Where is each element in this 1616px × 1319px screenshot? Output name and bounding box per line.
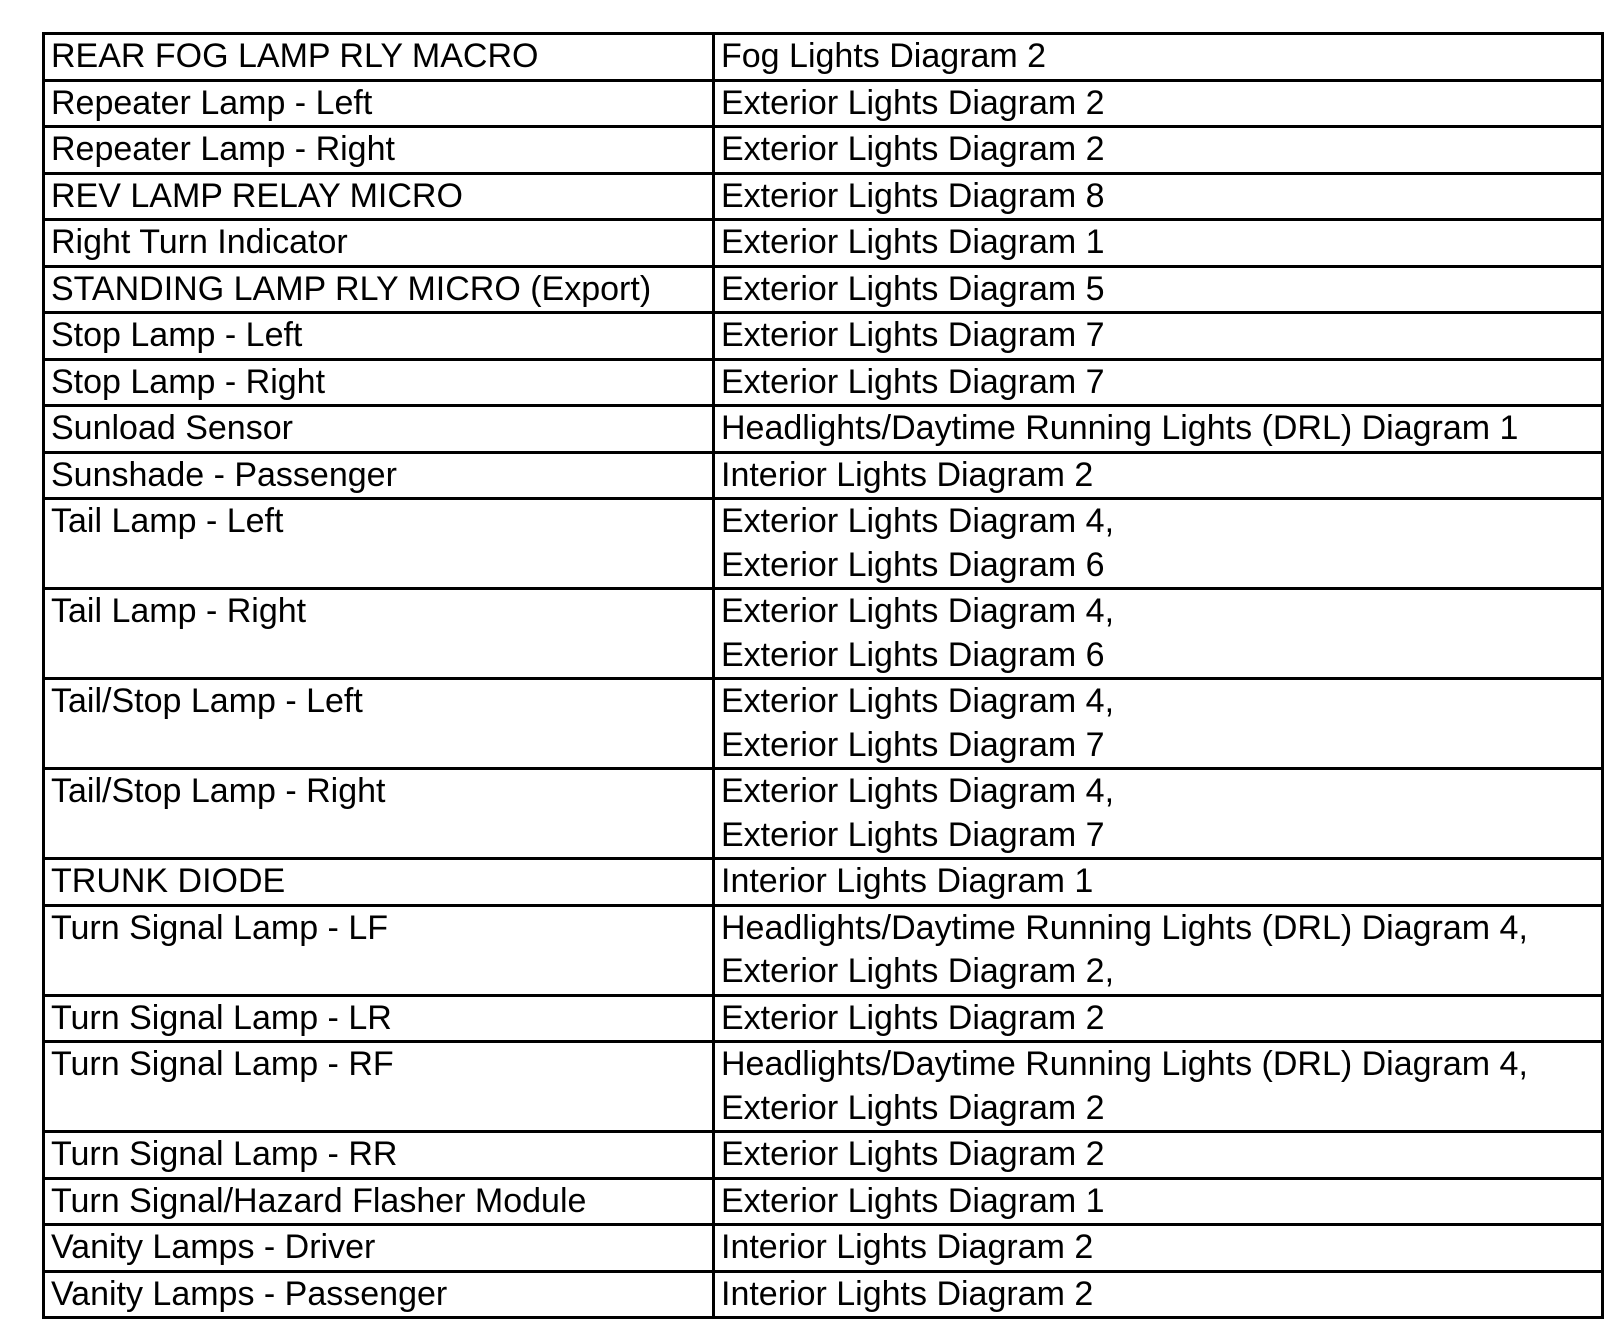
component-name-cell: Tail/Stop Lamp - Right — [44, 769, 714, 859]
diagram-reference-link[interactable]: Exterior Lights Diagram 7 — [721, 362, 1105, 401]
diagram-reference-cell — [714, 220, 1603, 267]
table-row — [44, 173, 1603, 220]
diagram-reference-cell — [714, 359, 1603, 406]
diagram-reference-link[interactable]: Exterior Lights Diagram 1 — [721, 223, 1105, 261]
component-name-cell: REAR FOG LAMP RLY MACRO — [44, 34, 714, 81]
diagram-reference-link[interactable]: Headlights/Daytime Running Lights (DRL) Diagram 1 — [721, 409, 1519, 447]
table-row — [44, 995, 1603, 1042]
component-name-cell: Vanity Lamps - Driver — [44, 1225, 714, 1272]
component-index-table — [42, 32, 1604, 1319]
diagram-reference-link[interactable]: Exterior Lights Diagram 4, — [721, 772, 1115, 810]
diagram-reference-cell — [714, 1271, 1603, 1318]
diagram-reference-link[interactable]: Exterior Lights Diagram 4, — [721, 682, 1115, 720]
component-name-cell: Turn Signal Lamp - LR — [44, 995, 714, 1042]
diagram-reference-cell — [714, 769, 1603, 859]
table-row — [44, 34, 1603, 81]
diagram-reference-link[interactable]: Exterior Lights Diagram 5 — [721, 269, 1105, 308]
component-name-cell: Repeater Lamp - Right — [44, 127, 714, 174]
diagram-reference-link[interactable]: Exterior Lights Diagram 2 — [721, 1088, 1105, 1127]
diagram-reference-cell — [714, 313, 1603, 360]
table-row — [44, 905, 1603, 995]
component-name-cell: Turn Signal/Hazard Flasher Module — [44, 1178, 714, 1225]
diagram-reference-link[interactable]: Exterior Lights Diagram 4, — [721, 592, 1115, 630]
diagram-reference-link[interactable]: Exterior Lights Diagram 6 — [721, 545, 1105, 584]
diagram-reference-link[interactable]: Exterior Lights Diagram 8 — [721, 176, 1105, 215]
diagram-reference-cell — [714, 34, 1603, 81]
table-row — [44, 769, 1603, 859]
table-row — [44, 359, 1603, 406]
table-row — [44, 313, 1603, 360]
diagram-reference-link[interactable]: Exterior Lights Diagram 2 — [721, 83, 1105, 122]
table-row — [44, 1042, 1603, 1132]
table-row — [44, 499, 1603, 589]
component-name-cell: Right Turn Indicator — [44, 220, 714, 267]
diagram-reference-cell — [714, 1042, 1603, 1132]
diagram-reference-link[interactable]: Exterior Lights Diagram 7 — [721, 316, 1105, 354]
table-body — [44, 34, 1603, 1318]
diagram-reference-cell — [714, 406, 1603, 453]
table-row — [44, 679, 1603, 769]
table-row — [44, 80, 1603, 127]
table-row — [44, 1271, 1603, 1318]
diagram-reference-link[interactable]: Exterior Lights Diagram 2 — [721, 1135, 1105, 1173]
diagram-reference-cell — [714, 499, 1603, 589]
diagram-reference-link[interactable]: Exterior Lights Diagram 6 — [721, 635, 1105, 674]
diagram-reference-cell — [714, 80, 1603, 127]
diagram-reference-link[interactable]: Exterior Lights Diagram 1 — [721, 1181, 1105, 1220]
component-name-cell: REV LAMP RELAY MICRO — [44, 173, 714, 220]
diagram-reference-cell — [714, 127, 1603, 174]
diagram-reference-cell — [714, 589, 1603, 679]
diagram-reference-cell — [714, 266, 1603, 313]
diagram-reference-cell — [714, 1225, 1603, 1272]
table-row — [44, 406, 1603, 453]
component-name-cell: Stop Lamp - Left — [44, 313, 714, 360]
table-row — [44, 1178, 1603, 1225]
component-name-cell: Sunload Sensor — [44, 406, 714, 453]
diagram-reference-cell — [714, 1178, 1603, 1225]
component-name-cell: Turn Signal Lamp - RF — [44, 1042, 714, 1132]
component-name-cell: Sunshade - Passenger — [44, 452, 714, 499]
table-row — [44, 859, 1603, 906]
table-row — [44, 452, 1603, 499]
component-name-cell: Stop Lamp - Right — [44, 359, 714, 406]
diagram-reference-cell — [714, 905, 1603, 995]
diagram-reference-link[interactable]: Headlights/Daytime Running Lights (DRL) Diagram 4, — [721, 1045, 1528, 1083]
diagram-reference-cell — [714, 995, 1603, 1042]
table-row — [44, 589, 1603, 679]
table-row — [44, 1225, 1603, 1272]
diagram-reference-link[interactable]: Exterior Lights Diagram 7 — [721, 815, 1105, 854]
component-name-cell: STANDING LAMP RLY MICRO (Export) — [44, 266, 714, 313]
diagram-reference-link[interactable]: Interior Lights Diagram 1 — [721, 862, 1094, 900]
component-index-table-container — [42, 32, 1604, 1319]
diagram-reference-link[interactable]: Fog Lights Diagram 2 — [721, 37, 1047, 75]
diagram-reference-link[interactable]: Exterior Lights Diagram 2 — [721, 130, 1105, 168]
component-name-cell: Turn Signal Lamp - RR — [44, 1132, 714, 1179]
diagram-reference-link[interactable]: Interior Lights Diagram 2 — [721, 1274, 1094, 1313]
component-name-cell: Tail Lamp - Right — [44, 589, 714, 679]
diagram-reference-cell — [714, 173, 1603, 220]
component-name-cell: Turn Signal Lamp - LF — [44, 905, 714, 995]
table-row — [44, 220, 1603, 267]
diagram-reference-cell — [714, 452, 1603, 499]
diagram-reference-link[interactable]: Exterior Lights Diagram 7 — [721, 725, 1105, 764]
table-row — [44, 1132, 1603, 1179]
table-row — [44, 266, 1603, 313]
diagram-reference-link[interactable]: Interior Lights Diagram 2 — [721, 1228, 1094, 1266]
diagram-reference-link[interactable]: Interior Lights Diagram 2 — [721, 455, 1094, 494]
diagram-reference-link[interactable]: Exterior Lights Diagram 4, — [721, 502, 1115, 540]
diagram-reference-cell — [714, 1132, 1603, 1179]
diagram-reference-link[interactable]: Exterior Lights Diagram 2 — [721, 998, 1105, 1037]
diagram-reference-link[interactable]: Headlights/Daytime Running Lights (DRL) Diagram 4, — [721, 908, 1528, 947]
component-name-cell: Vanity Lamps - Passenger — [44, 1271, 714, 1318]
diagram-reference-link[interactable]: Exterior Lights Diagram 2, — [721, 952, 1115, 990]
component-name-cell: Repeater Lamp - Left — [44, 80, 714, 127]
table-row — [44, 127, 1603, 174]
diagram-reference-cell — [714, 859, 1603, 906]
component-name-cell: Tail/Stop Lamp - Left — [44, 679, 714, 769]
diagram-reference-cell — [714, 679, 1603, 769]
component-name-cell: Tail Lamp - Left — [44, 499, 714, 589]
component-name-cell: TRUNK DIODE — [44, 859, 714, 906]
